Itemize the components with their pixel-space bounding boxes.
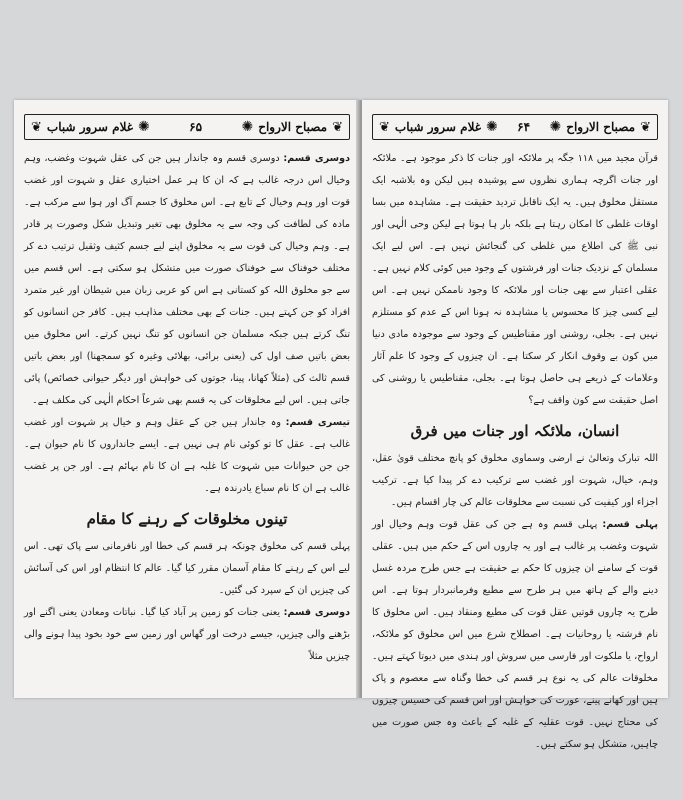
right-page bbox=[362, 100, 668, 750]
page-body bbox=[24, 148, 350, 690]
section-heading: انسان، ملائکہ اور جنات میں فرق bbox=[410, 422, 620, 440]
page-header bbox=[372, 114, 658, 140]
paragraph bbox=[372, 148, 658, 412]
star-icon: ✺ bbox=[549, 119, 562, 135]
star-icon: ✺ bbox=[138, 119, 150, 135]
paragraph bbox=[24, 602, 350, 668]
paragraph-text: پہلی قسم کی مخلوق چونکہ ہر قسم کی خطا اور نافرمانی سے پاک تھی۔ اس لیے اس کے رہنے کا مقام آسمان مقرر کیا گیا۔ عالم کا انتظام اور اس کی آسائش کی چیزیں ان کے سپرد کی گئیں۔ bbox=[24, 541, 350, 596]
paragraph bbox=[24, 536, 350, 602]
paragraph bbox=[24, 412, 350, 500]
page-body bbox=[372, 148, 658, 750]
paragraph-text: یعنی جنات کو زمین پر آباد کیا گیا۔ نباتات ومعادن یعنی اگنے اور بڑھنے والی چیزیں، جیسے درخت اور گھاس اور زمین سے خود بخود پیدا ہونے والی چیزیں مثلاً bbox=[24, 607, 350, 662]
ornament-icon: ❦ bbox=[31, 119, 42, 135]
header-left-group bbox=[31, 119, 150, 135]
page-number: ۶۵ bbox=[189, 120, 203, 134]
ornament-icon: ❦ bbox=[332, 119, 343, 135]
paragraph bbox=[24, 148, 350, 412]
star-icon: ✺ bbox=[486, 119, 498, 135]
left-page bbox=[14, 100, 360, 698]
paragraph-term: دوسری قسم: bbox=[283, 153, 350, 164]
paragraph-text: قرآن مجید میں ۱۱۸ جگہ پر ملائکہ اور جنات کا ذکر موجود ہے۔ ملائکہ اور جنات اگرچہ ہماری نظروں سے پوشیدہ ہیں لیکن وہ بلاشبہ ایک مستقل مخلوق ہیں۔ یہ ایک ناقابل تردید حقیقت ہے۔ مشاہدہ میں بسا اوقات غلطی کا امکان رہتا ہے بلکہ بار ہا ہوتا ہے لیکن وحی الٰہی اور نبی ﷺ کی اطلاع میں غلطی کی گنجائش نہیں ہے۔ اس لیے ایک مسلمان کے نزدیک جنات اور فرشتوں کے وجود میں کوئی کلام نہیں ہے۔ عقلی اعتبار سے بھی جنات اور ملائکہ کا وجود ناممکن نہیں ہے۔ اس لیے کسی چیز کا محسوس یا مشاہدہ نہ ہونا اس کے عدم کو مستلزم نہیں ہے۔ بجلی، روشنی اور مقناطیس کے وجود سے موجودہ مادی دنیا میں کون بے وقوف انکار کر سکتا ہے۔ ان چیزوں کے وجود کا علم آثار وعلامات کے ذریعے ہی حاصل ہوتا ہے۔ بجلی، مقناطیس یا روشنی کی اصل حقیقت سے کون واقف ہے؟ bbox=[372, 153, 658, 406]
header-section: غلام سرور شباب bbox=[46, 120, 134, 134]
header-left-group bbox=[379, 119, 498, 135]
paragraph-text: دوسری قسم وہ جاندار ہیں جن کی عقل شہوت وغضب، وہم وخیال اس درجہ غالب ہے کہ ان کا ہر عمل اختیاری عقل و شہوت اور غضب قوت اور وہم وخیال کے تابع ہے۔ اس مخلوق کا جسم آگ اور ہوا سے مرکب ہے۔ مادہ کی لطافت کی وجہ سے یہ مخلوق بھی تغیر وتبدیل شکل وصورت پر قادر ہے۔ وہم وخیال کی قوت سے یہ مخلوق اپنے لیے جسم کثیف وثقیل ترتیب دے کر مختلف خوفناک سے خوفناک صورت میں متشکل ہو سکتی ہے۔ اس قسم میں سے جو مخلوق اللہ کو کستانی ہے اس کو عربی زبان میں شیطان اور غیر متمرد افراد کو جن کہتے ہیں۔ جنات کے بھی مختلف مذاہب ہیں۔ کافر جن انسانوں کو تنگ کرتے ہیں جبکہ مسلمان جن انسانوں کو تنگ نہیں کرتے۔ اس مخلوق میں بعض باتیں صف اول کی (یعنی برائی، بھلائی وغیرہ کو سمجھنا) اور بعض باتیں قسم ثالث کی (مثلاً کھانا، پینا، جوتوں کی خواہش اور دیگر حیوانی خصائص) پائی جاتی ہیں۔ اس لیے مخلوقات کی یہ قسم بھی شرعاً احکام الٰہی کی مکلف ہے۔ bbox=[24, 153, 350, 406]
header-right-group bbox=[549, 119, 651, 135]
paragraph-term: پہلی قسم: bbox=[602, 519, 658, 530]
ornament-icon: ❦ bbox=[379, 119, 390, 135]
paragraph bbox=[372, 448, 658, 514]
header-section: غلام سرور شباب bbox=[394, 120, 482, 134]
section-heading: تینوں مخلوقات کے رہنے کا مقام bbox=[86, 510, 288, 528]
header-title: مصباح الارواح bbox=[566, 120, 636, 134]
page-header bbox=[24, 114, 350, 140]
paragraph-text: پہلی قسم وہ ہے جن کی عقل قوت وہم وخیال اور شہوت وغضب پر غالب ہے اور یہ چاروں اس کے حکم میں ہیں۔ عقلی قوت کے سامنے ان چیزوں کا حکم بے حقیقت ہے جس طرح مردہ غسل دینے والے کے ہاتھ میں ہر طرح سے مطیع وفرمانبردار ہوتا ہے۔ اس طرح یہ چاروں قوتیں عقل قوت کی مطیع ومنقاد ہیں۔ اس مخلوق کا نام فرشتہ یا روحانیات ہے۔ اصطلاح شرع میں اس مخلوق کو ملائکہ، ارواح، یا ملکوت اور فارسی میں سروش اور ہندی میں دیوتا کہتے ہیں۔ مخلوقات عالم کی یہ نوع ہر قسم کی خطا وگناہ سے معصوم و پاک ہیں اور کھانے پینے، عورت کی خواہش اور اس قسم کی خسیس چیزوں کی محتاج نہیں۔ قوت عقلیہ کے غلبہ کے باعث وہ جس صورت میں چاہیں، متشکل ہو سکتے ہیں۔ bbox=[372, 519, 658, 750]
ornament-icon: ❦ bbox=[640, 119, 651, 135]
paragraph-text: وہ جاندار ہیں جن کے عقل وہم و خیال پر شہوت اور غضب غالب ہے۔ عقل کا تو کوئی نام ہی نہیں ہے۔ ایسے جانداروں کا نام حیوان ہے۔ جن جن حیوانات میں شہوت کا غلبہ ہے ان کا نام بہائم ہے۔ اور جن پر غضب غالب ہے ان کا نام سباع یادرندہ ہے۔ bbox=[24, 417, 350, 494]
star-icon: ✺ bbox=[241, 119, 254, 135]
paragraph-term: دوسری قسم: bbox=[283, 607, 350, 618]
page-number: ۶۴ bbox=[517, 120, 531, 134]
header-right-group bbox=[241, 119, 343, 135]
paragraph-text: اللہ تبارک وتعالیٰ نے ارضی وسماوی مخلوق کو پانچ مختلف قویٰ عقل، وہم، خیال، شہوت اور غضب سے ترکیب دے کر پیدا کیا ہے۔ ترکیب اجزاء اور کیفیت کی نسبت سے مخلوقات عالم کی چار اقسام ہیں۔ bbox=[372, 453, 658, 508]
header-title: مصباح الارواح bbox=[258, 120, 328, 134]
paragraph-term: تیسری قسم: bbox=[285, 417, 350, 428]
paragraph bbox=[372, 514, 658, 756]
